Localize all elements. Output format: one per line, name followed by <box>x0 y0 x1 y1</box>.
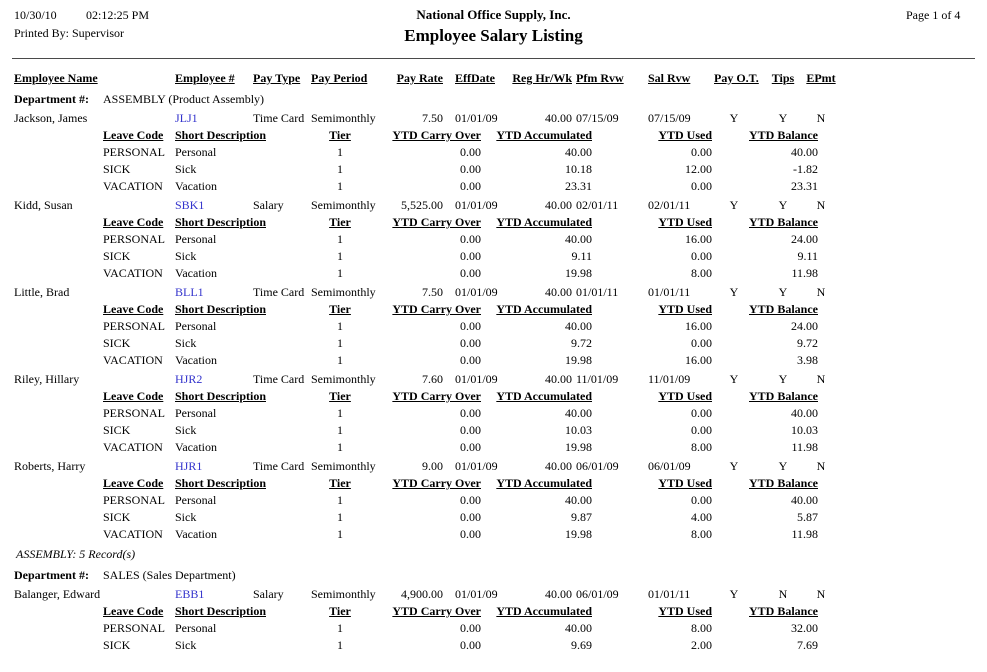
col-ytd-balance: YTD Balance <box>749 476 818 490</box>
leave-tier: 1 <box>337 145 343 159</box>
department-record-count: ASSEMBLY: 5 Record(s) <box>16 547 136 561</box>
leave-ytd-accumulated: 10.18 <box>565 162 592 176</box>
leave-description: Vacation <box>175 266 217 280</box>
leave-ytd-used: 12.00 <box>685 162 712 176</box>
employee-name: Roberts, Harry <box>14 459 86 473</box>
employee-pay-period: Semimonthly <box>311 111 376 125</box>
employee-name: Riley, Hillary <box>14 372 80 386</box>
leave-code: PERSONAL <box>103 145 166 159</box>
leave-code: PERSONAL <box>103 232 166 246</box>
leave-description: Sick <box>175 162 197 176</box>
leave-ytd-balance: 7.69 <box>797 638 818 652</box>
leave-header-row <box>0 388 987 405</box>
employee-reg-hr-wk: 40.00 <box>545 459 572 473</box>
employee-pay-ot: Y <box>729 372 739 386</box>
employee-row <box>0 110 987 127</box>
col-pay-period: Pay Period <box>311 71 368 85</box>
employee-pay-rate: 4,900.00 <box>401 587 443 601</box>
leave-tier: 1 <box>337 527 343 541</box>
leave-ytd-accumulated: 40.00 <box>565 145 592 159</box>
employee-pay-period: Semimonthly <box>311 587 376 601</box>
col-short-description: Short Description <box>175 128 266 142</box>
col-employee-name: Employee Name <box>14 71 98 85</box>
col-leave-code: Leave Code <box>103 128 164 142</box>
employee-pay-ot: Y <box>729 198 739 212</box>
leave-ytd-balance: 11.98 <box>791 440 818 454</box>
leave-ytd-balance: 9.11 <box>797 249 818 263</box>
leave-tier: 1 <box>337 510 343 524</box>
leave-ytd-used: 16.00 <box>685 353 712 367</box>
leave-description: Personal <box>175 621 217 635</box>
employee-pay-ot: Y <box>729 587 739 601</box>
leave-tier: 1 <box>337 179 343 193</box>
page-number: Page 1 of 4 <box>906 8 961 22</box>
leave-description: Sick <box>175 638 197 652</box>
leave-row <box>0 509 987 526</box>
leave-ytd-balance: 11.98 <box>791 527 818 541</box>
col-tier: Tier <box>329 128 351 142</box>
employee-row <box>0 371 987 388</box>
employee-number-link[interactable]: EBB1 <box>175 587 205 601</box>
leave-tier: 1 <box>337 440 343 454</box>
employee-tips: Y <box>778 198 788 212</box>
leave-description: Vacation <box>175 179 217 193</box>
leave-description: Sick <box>175 423 197 437</box>
leave-row <box>0 405 987 422</box>
leave-code: SICK <box>103 336 131 350</box>
employee-eff-date: 01/01/09 <box>455 111 498 125</box>
leave-code: VACATION <box>103 179 163 193</box>
employee-tips: Y <box>778 111 788 125</box>
leave-ytd-used: 8.00 <box>691 440 712 454</box>
employee-pfm-rvw: 01/01/11 <box>576 285 619 299</box>
employee-pay-type: Time Card <box>253 372 305 386</box>
leave-ytd-accumulated: 40.00 <box>565 406 592 420</box>
leave-ytd-accumulated: 19.98 <box>565 266 592 280</box>
col-ytd-balance: YTD Balance <box>749 389 818 403</box>
leave-ytd-carry-over: 0.00 <box>460 249 481 263</box>
employee-block <box>0 110 987 195</box>
report-title: Employee Salary Listing <box>404 26 583 45</box>
col-ytd-accumulated: YTD Accumulated <box>496 128 592 142</box>
employee-tips: N <box>778 587 788 601</box>
leave-header-row <box>0 475 987 492</box>
column-header-row <box>0 70 987 87</box>
employee-pfm-rvw: 06/01/09 <box>576 587 619 601</box>
leave-ytd-accumulated: 23.31 <box>565 179 592 193</box>
leave-code: PERSONAL <box>103 621 166 635</box>
col-leave-code: Leave Code <box>103 476 164 490</box>
leave-code: SICK <box>103 249 131 263</box>
col-tips: Tips <box>771 71 795 85</box>
employee-eff-date: 01/01/09 <box>455 587 498 601</box>
employee-row <box>0 197 987 214</box>
leave-description: Personal <box>175 145 217 159</box>
employee-pay-type: Salary <box>253 587 284 601</box>
leave-code: SICK <box>103 423 131 437</box>
leave-ytd-balance: 11.98 <box>791 266 818 280</box>
employee-pay-period: Semimonthly <box>311 285 376 299</box>
col-ytd-balance: YTD Balance <box>749 215 818 229</box>
col-ytd-balance: YTD Balance <box>749 302 818 316</box>
leave-tier: 1 <box>337 266 343 280</box>
leave-ytd-balance: 40.00 <box>791 406 818 420</box>
leave-ytd-accumulated: 19.98 <box>565 353 592 367</box>
leave-tier: 1 <box>337 406 343 420</box>
employee-pay-type: Time Card <box>253 285 305 299</box>
leave-ytd-carry-over: 0.00 <box>460 179 481 193</box>
report-body <box>0 59 987 654</box>
employee-number-link[interactable]: JLJ1 <box>175 111 198 125</box>
leave-ytd-balance: 32.00 <box>791 621 818 635</box>
leave-code: VACATION <box>103 353 163 367</box>
leave-ytd-accumulated: 19.98 <box>565 440 592 454</box>
col-short-description: Short Description <box>175 389 266 403</box>
leave-ytd-used: 16.00 <box>685 319 712 333</box>
leave-ytd-carry-over: 0.00 <box>460 638 481 652</box>
leave-ytd-balance: 23.31 <box>791 179 818 193</box>
leave-header-row <box>0 214 987 231</box>
leave-ytd-carry-over: 0.00 <box>460 493 481 507</box>
col-tier: Tier <box>329 604 351 618</box>
leave-ytd-carry-over: 0.00 <box>460 423 481 437</box>
leave-ytd-used: 0.00 <box>691 423 712 437</box>
leave-row <box>0 265 987 282</box>
col-pay-rate: Pay Rate <box>396 71 443 85</box>
col-employee-num: Employee # <box>175 71 235 85</box>
leave-description: Vacation <box>175 440 217 454</box>
leave-ytd-balance: 40.00 <box>791 145 818 159</box>
leave-ytd-accumulated: 19.98 <box>565 527 592 541</box>
leave-ytd-used: 8.00 <box>691 527 712 541</box>
col-short-description: Short Description <box>175 215 266 229</box>
employee-pfm-rvw: 11/01/09 <box>576 372 619 386</box>
leave-ytd-used: 16.00 <box>685 232 712 246</box>
employee-pay-rate: 7.60 <box>422 372 443 386</box>
leave-code: VACATION <box>103 527 163 541</box>
leave-description: Vacation <box>175 353 217 367</box>
employee-epmt: N <box>816 459 826 473</box>
employee-pay-rate: 7.50 <box>422 111 443 125</box>
leave-ytd-balance: 5.87 <box>797 510 818 524</box>
leave-ytd-carry-over: 0.00 <box>460 319 481 333</box>
leave-code: PERSONAL <box>103 493 166 507</box>
leave-tier: 1 <box>337 162 343 176</box>
leave-tier: 1 <box>337 249 343 263</box>
employee-number-link[interactable]: HJR2 <box>175 372 203 386</box>
employee-reg-hr-wk: 40.00 <box>545 587 572 601</box>
leave-ytd-balance: 10.03 <box>791 423 818 437</box>
leave-ytd-accumulated: 40.00 <box>565 493 592 507</box>
leave-description: Personal <box>175 493 217 507</box>
department-header-row <box>0 91 987 108</box>
col-pay-type: Pay Type <box>253 71 301 85</box>
col-ytd-carry-over: YTD Carry Over <box>392 476 481 490</box>
leave-tier: 1 <box>337 353 343 367</box>
leave-row <box>0 439 987 456</box>
leave-code: PERSONAL <box>103 319 166 333</box>
col-ytd-carry-over: YTD Carry Over <box>392 604 481 618</box>
report-date: 10/30/10 <box>14 8 57 22</box>
employee-sal-rvw: 02/01/11 <box>648 198 691 212</box>
employee-pfm-rvw: 02/01/11 <box>576 198 619 212</box>
leave-ytd-accumulated: 9.72 <box>571 336 592 350</box>
employee-number-link[interactable]: SBK1 <box>175 198 205 212</box>
leave-row <box>0 335 987 352</box>
col-ytd-carry-over: YTD Carry Over <box>392 128 481 142</box>
company-name: National Office Supply, Inc. <box>416 7 571 22</box>
leave-code: VACATION <box>103 266 163 280</box>
employee-row <box>0 458 987 475</box>
employee-eff-date: 01/01/09 <box>455 285 498 299</box>
col-ytd-used: YTD Used <box>658 604 712 618</box>
col-leave-code: Leave Code <box>103 389 164 403</box>
leave-row <box>0 620 987 637</box>
employee-reg-hr-wk: 40.00 <box>545 111 572 125</box>
col-leave-code: Leave Code <box>103 215 164 229</box>
leave-ytd-balance: 40.00 <box>791 493 818 507</box>
col-short-description: Short Description <box>175 302 266 316</box>
leave-code: PERSONAL <box>103 406 166 420</box>
leave-code: VACATION <box>103 440 163 454</box>
leave-ytd-used: 8.00 <box>691 621 712 635</box>
leave-tier: 1 <box>337 319 343 333</box>
col-ytd-used: YTD Used <box>658 215 712 229</box>
col-ytd-accumulated: YTD Accumulated <box>496 302 592 316</box>
department-header-row <box>0 567 987 584</box>
leave-ytd-used: 4.00 <box>691 510 712 524</box>
employee-block <box>0 371 987 456</box>
employee-epmt: N <box>816 285 826 299</box>
department-name: ASSEMBLY (Product Assembly) <box>103 92 265 106</box>
leave-tier: 1 <box>337 423 343 437</box>
leave-ytd-carry-over: 0.00 <box>460 266 481 280</box>
leave-tier: 1 <box>337 638 343 652</box>
employee-tips: Y <box>778 285 788 299</box>
leave-ytd-used: 2.00 <box>691 638 712 652</box>
col-ytd-carry-over: YTD Carry Over <box>392 215 481 229</box>
report-time: 02:12:25 PM <box>86 8 150 22</box>
col-ytd-used: YTD Used <box>658 389 712 403</box>
employee-epmt: N <box>816 372 826 386</box>
leave-row <box>0 352 987 369</box>
col-short-description: Short Description <box>175 604 266 618</box>
employee-pay-type: Time Card <box>253 111 305 125</box>
department-footer <box>0 546 987 563</box>
employee-sal-rvw: 01/01/11 <box>648 285 691 299</box>
leave-ytd-carry-over: 0.00 <box>460 621 481 635</box>
employee-number-link[interactable]: HJR1 <box>175 459 203 473</box>
leave-ytd-used: 0.00 <box>691 249 712 263</box>
employee-epmt: N <box>816 198 826 212</box>
employee-pay-rate: 7.50 <box>422 285 443 299</box>
leave-ytd-used: 0.00 <box>691 406 712 420</box>
leave-description: Sick <box>175 249 197 263</box>
employee-reg-hr-wk: 40.00 <box>545 372 572 386</box>
employee-reg-hr-wk: 40.00 <box>545 198 572 212</box>
employee-sal-rvw: 11/01/09 <box>648 372 691 386</box>
employee-pay-ot: Y <box>729 459 739 473</box>
employee-name: Jackson, James <box>14 111 88 125</box>
printed-by-label: Printed By: Supervisor <box>14 26 124 40</box>
col-ytd-balance: YTD Balance <box>749 604 818 618</box>
col-pay-ot: Pay O.T. <box>714 71 759 85</box>
col-tier: Tier <box>329 302 351 316</box>
col-tier: Tier <box>329 389 351 403</box>
col-leave-code: Leave Code <box>103 302 164 316</box>
leave-row <box>0 248 987 265</box>
leave-ytd-accumulated: 9.69 <box>571 638 592 652</box>
employee-pay-period: Semimonthly <box>311 198 376 212</box>
leave-row <box>0 178 987 195</box>
employee-block <box>0 586 987 654</box>
leave-row <box>0 318 987 335</box>
leave-tier: 1 <box>337 621 343 635</box>
employee-pay-type: Time Card <box>253 459 305 473</box>
leave-ytd-used: 0.00 <box>691 493 712 507</box>
leave-ytd-carry-over: 0.00 <box>460 232 481 246</box>
col-ytd-used: YTD Used <box>658 302 712 316</box>
leave-ytd-carry-over: 0.00 <box>460 527 481 541</box>
leave-ytd-carry-over: 0.00 <box>460 353 481 367</box>
col-ytd-accumulated: YTD Accumulated <box>496 215 592 229</box>
employee-reg-hr-wk: 40.00 <box>545 285 572 299</box>
leave-row <box>0 231 987 248</box>
leave-ytd-carry-over: 0.00 <box>460 510 481 524</box>
employee-pay-rate: 5,525.00 <box>401 198 443 212</box>
employee-epmt: N <box>816 111 826 125</box>
leave-row <box>0 161 987 178</box>
leave-ytd-balance: -1.82 <box>793 162 818 176</box>
department-name: SALES (Sales Department) <box>103 568 236 582</box>
employee-pfm-rvw: 07/15/09 <box>576 111 619 125</box>
employee-row <box>0 284 987 301</box>
col-ytd-accumulated: YTD Accumulated <box>496 604 592 618</box>
employee-eff-date: 01/01/09 <box>455 459 498 473</box>
employee-block <box>0 197 987 282</box>
employee-epmt: N <box>816 587 826 601</box>
employee-eff-date: 01/01/09 <box>455 198 498 212</box>
col-ytd-carry-over: YTD Carry Over <box>392 389 481 403</box>
leave-code: SICK <box>103 510 131 524</box>
employee-pay-period: Semimonthly <box>311 459 376 473</box>
department-label: Department #: <box>14 568 89 582</box>
col-ytd-used: YTD Used <box>658 476 712 490</box>
col-sal-rvw: Sal Rvw <box>648 71 691 85</box>
leave-ytd-balance: 9.72 <box>797 336 818 350</box>
leave-description: Sick <box>175 510 197 524</box>
leave-ytd-accumulated: 10.03 <box>565 423 592 437</box>
employee-pay-type: Salary <box>253 198 284 212</box>
leave-row <box>0 144 987 161</box>
col-ytd-accumulated: YTD Accumulated <box>496 389 592 403</box>
leave-ytd-used: 0.00 <box>691 145 712 159</box>
employee-pay-ot: Y <box>729 285 739 299</box>
employee-tips: Y <box>778 372 788 386</box>
col-reg-hr-wk: Reg Hr/Wk <box>512 71 572 85</box>
leave-code: SICK <box>103 162 131 176</box>
employee-row <box>0 586 987 603</box>
leave-ytd-accumulated: 40.00 <box>565 621 592 635</box>
col-tier: Tier <box>329 476 351 490</box>
employee-sal-rvw: 07/15/09 <box>648 111 691 125</box>
leave-ytd-used: 0.00 <box>691 336 712 350</box>
employee-tips: Y <box>778 459 788 473</box>
leave-row <box>0 492 987 509</box>
leave-ytd-accumulated: 9.87 <box>571 510 592 524</box>
employee-eff-date: 01/01/09 <box>455 372 498 386</box>
leave-header-row <box>0 603 987 620</box>
leave-tier: 1 <box>337 493 343 507</box>
leave-ytd-carry-over: 0.00 <box>460 440 481 454</box>
leave-description: Sick <box>175 336 197 350</box>
leave-description: Personal <box>175 319 217 333</box>
leave-ytd-balance: 24.00 <box>791 232 818 246</box>
leave-ytd-carry-over: 0.00 <box>460 162 481 176</box>
leave-header-row <box>0 301 987 318</box>
employee-block <box>0 284 987 369</box>
leave-ytd-carry-over: 0.00 <box>460 145 481 159</box>
col-epmt: EPmt <box>806 71 836 85</box>
employee-sal-rvw: 06/01/09 <box>648 459 691 473</box>
employee-name: Balanger, Edward <box>14 587 101 601</box>
leave-description: Personal <box>175 232 217 246</box>
col-pfm-rvw: Pfm Rvw <box>576 71 624 85</box>
leave-header-row <box>0 127 987 144</box>
employee-pay-rate: 9.00 <box>422 459 443 473</box>
leave-row <box>0 422 987 439</box>
col-ytd-balance: YTD Balance <box>749 128 818 142</box>
leave-ytd-balance: 3.98 <box>797 353 818 367</box>
col-eff-date: EffDate <box>455 71 495 85</box>
leave-ytd-balance: 24.00 <box>791 319 818 333</box>
leave-ytd-accumulated: 40.00 <box>565 232 592 246</box>
leave-description: Personal <box>175 406 217 420</box>
leave-ytd-carry-over: 0.00 <box>460 406 481 420</box>
col-ytd-used: YTD Used <box>658 128 712 142</box>
leave-code: SICK <box>103 638 131 652</box>
leave-tier: 1 <box>337 232 343 246</box>
leave-ytd-accumulated: 9.11 <box>571 249 592 263</box>
leave-tier: 1 <box>337 336 343 350</box>
employee-sal-rvw: 01/01/11 <box>648 587 691 601</box>
leave-ytd-used: 0.00 <box>691 179 712 193</box>
leave-row <box>0 637 987 654</box>
employee-name: Little, Brad <box>14 285 70 299</box>
employee-block <box>0 458 987 543</box>
col-ytd-accumulated: YTD Accumulated <box>496 476 592 490</box>
employee-name: Kidd, Susan <box>14 198 73 212</box>
col-short-description: Short Description <box>175 476 266 490</box>
employee-pay-period: Semimonthly <box>311 372 376 386</box>
employee-number-link[interactable]: BLL1 <box>175 285 204 299</box>
leave-row <box>0 526 987 543</box>
col-leave-code: Leave Code <box>103 604 164 618</box>
department-label: Department #: <box>14 92 89 106</box>
col-ytd-carry-over: YTD Carry Over <box>392 302 481 316</box>
leave-ytd-accumulated: 40.00 <box>565 319 592 333</box>
leave-ytd-carry-over: 0.00 <box>460 336 481 350</box>
leave-description: Vacation <box>175 527 217 541</box>
employee-pfm-rvw: 06/01/09 <box>576 459 619 473</box>
col-tier: Tier <box>329 215 351 229</box>
leave-ytd-used: 8.00 <box>691 266 712 280</box>
employee-pay-ot: Y <box>729 111 739 125</box>
